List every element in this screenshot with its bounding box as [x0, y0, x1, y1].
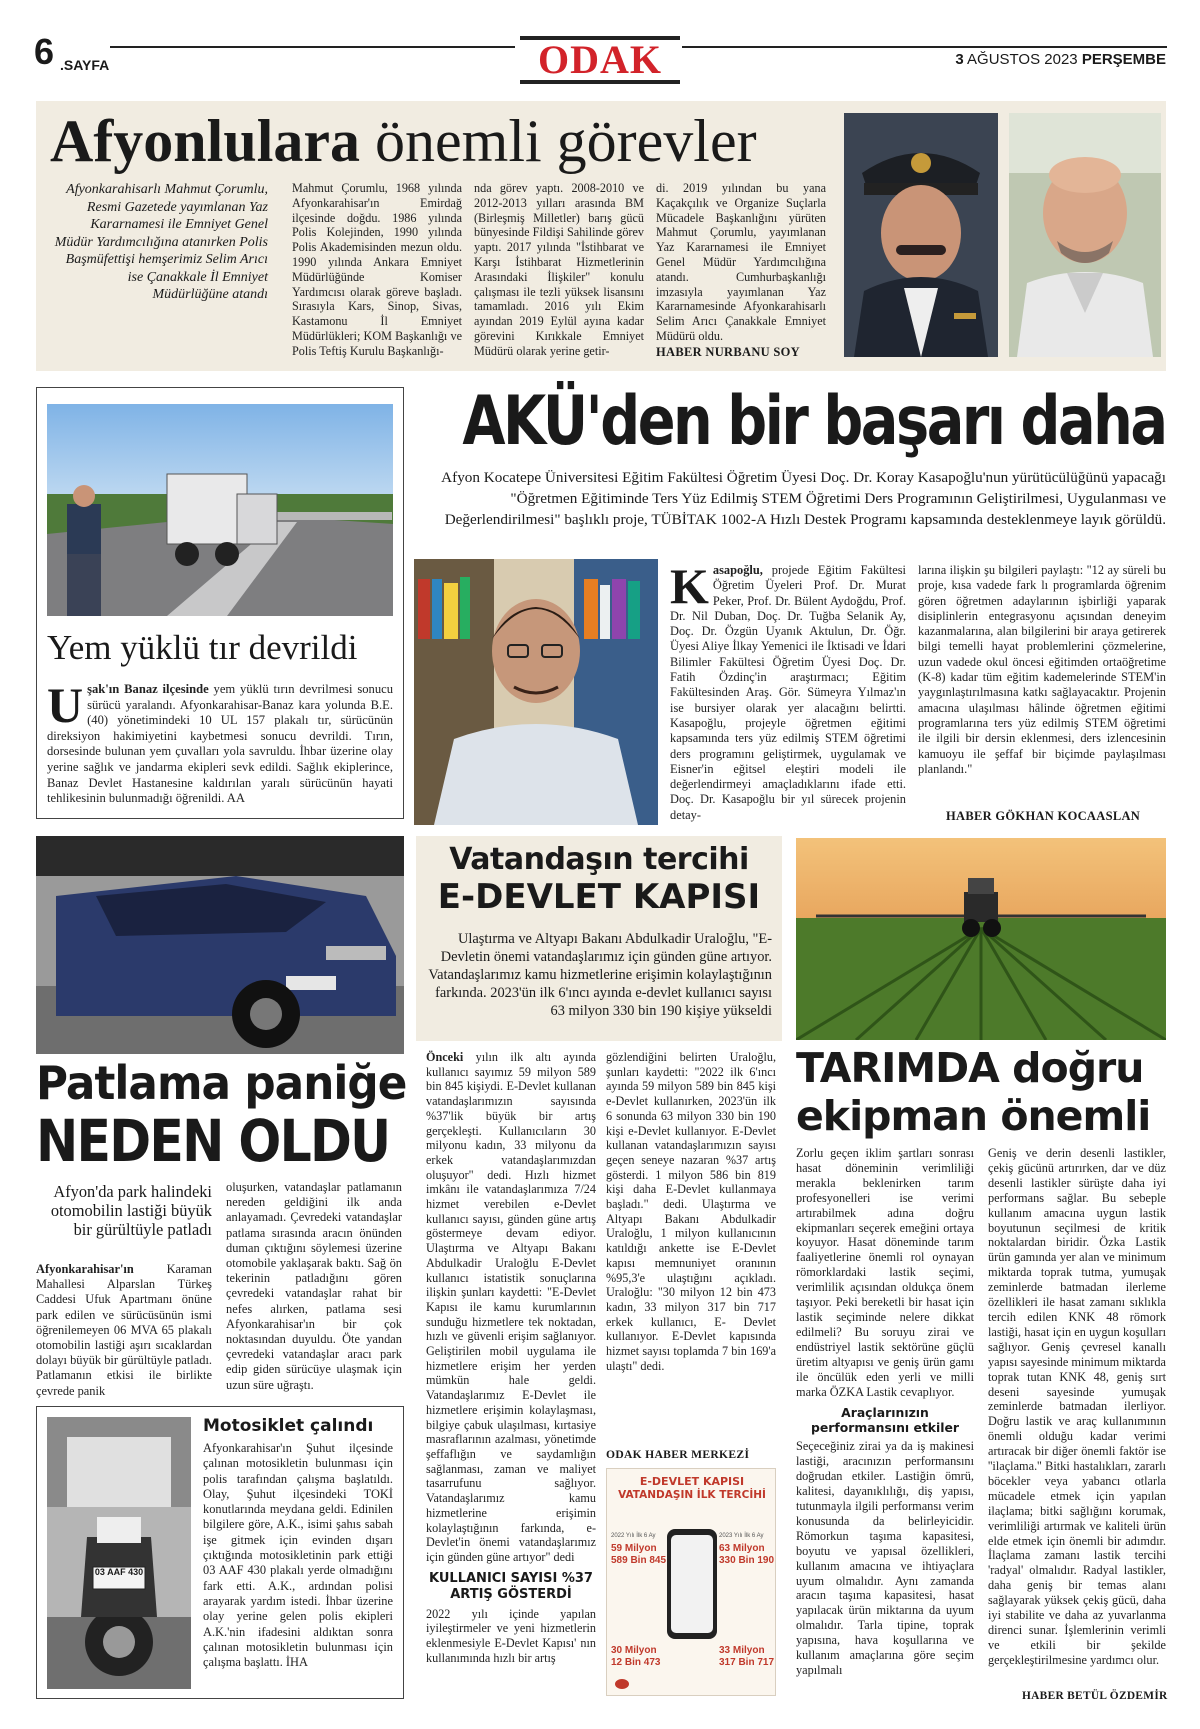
infographic-left-label: 2022 Yılı İlk 6 Ay	[611, 1533, 656, 1539]
edevlet-title-line2: E-DEVLET KAPISI	[437, 877, 761, 917]
article-farming-col1	[796, 1146, 974, 1678]
truck-text: yem yüklü tırın devrilmesi sonucu sürücü yaralandı. Afyonkarahisar-Banaz kara yolunda B.E. (40) yönetimindeki 10 UL 157 plakalı tır, sürücünün direksiyon hakimiyetini kaybetmesi sonucu devrildi. Tırın, dorsesinde bulunan yem çuvalları yola savruldu. İhbar üzerine olay yerine sağlık ve jandarma ekipleri sevk edildi. Sağlık ekiplerince, Banaz Devlet Hastanesine kaldırılan yaralı sürücünün hayati tehlikesinin bulunmadığı öğrenildi. AA	[47, 682, 394, 806]
article-appointments-byline: HABER NURBANU SOY	[656, 345, 801, 359]
article-aku-title: AKÜ'den bir başarı daha	[462, 382, 1166, 461]
infographic-bottom-right2: 317 Bin 717	[719, 1657, 775, 1668]
infographic-bottom-left1: 30 Milyon	[611, 1645, 657, 1656]
article-edevlet-lead: Ulaştırma ve Altyapı Bakanı Abdulkadir Uraloğlu, "E-Devletin önemi vatandaşlarımız için günden güne artıyor. Vatandaşlarımız kamu hizmetlerine erişimin kolaylaştığının farkında. 2023'ün ilk 6'ıncı ayında e-devlet kullanıcı sayısı 63 milyon 330 bin 190 kişiye yükseldi	[428, 931, 772, 1019]
issue-date	[955, 51, 1166, 69]
article-appointments	[36, 101, 1166, 371]
infographic-bottom-right1: 33 Milyon	[719, 1645, 765, 1656]
photo-bald-man-portrait	[1009, 113, 1161, 357]
officer-illustration	[844, 113, 998, 357]
car-illustration	[36, 836, 404, 1054]
title-bold: Afyonlulara	[50, 108, 361, 174]
article-aku-col1	[670, 558, 906, 823]
page-word: .SAYFA	[60, 57, 110, 73]
tire-title-line2: NEDEN OLDU	[36, 1107, 390, 1175]
article-truck-title: Yem yüklü tır devrildi	[47, 628, 358, 667]
article-appointments-col1: Mahmut Çorumlu, 1968 yılında Afyonkarahisar'ın Emirdağ ilçesinde doğdu. 1986 yılında Polis Kolejinden, 1990 yılında Polis Akademisinden mezun oldu. 1990 yılında Ankara Emniyet Müdürlüğünde Komiser Yardımcısı olarak göreve başladı. Sırasıyla Kars, Sinop, Sivas, Kastamonu İl Emniyet Müdürlükleri; KOM Başkanlığı ve Polis Teftiş Kurulu Başkanlığı-	[292, 181, 462, 358]
farming-col1b-text: Seçeceğiniz zirai ya da iş makinesi lastiği, aracınızın performansını doğrudan etkiler. Lastiğin ömrü, kalitesi, dayanıklılığı, diş yapısı, tutunmayla ilgili performansı verim konusunda da belirleyicidir. Römorkun taşıma kapasitesi, boyutu ve yapısal özellikleri, kullanım amacına ve ihtiyaçlara uyum olmalıdır. Aynı zamanda aracın taşıma kapasitesi, hasat yapılacak ürün miktarına da uyum olmalıdır. Tarla tipine, toprak yapısına, hava koşullarına ve kullanım amaçlarına göre seçim yapılmalı	[796, 1439, 974, 1677]
article-appointments-lead: Afyonkarahisarlı Mahmut Çorumlu, Resmi Gazetede yayımlanan Yaz Kararnamesi ile Emniyet Genel Müdür Yardımcılığına atanırken Polis Başmüfettişi hemşerimiz Selim Arıcı ise Çanakkale İl Emniyet Müdürlüğüne atandı	[54, 182, 268, 302]
motorcycle-plate: 03 AAF 430	[94, 1567, 144, 1577]
article-farming-title	[796, 1044, 1166, 1140]
infographic-logo-mark	[615, 1679, 629, 1689]
dropcap-u: U	[47, 677, 84, 733]
article-farming-byline: HABER BETÜL ÖZDEMİR	[1022, 1690, 1168, 1702]
header-rule-right	[682, 46, 1167, 48]
article-motorcycle	[36, 1406, 404, 1699]
photo-tractor-field	[796, 838, 1166, 1040]
page-header	[0, 0, 1200, 90]
infographic-left-value1: 59 Milyon	[611, 1543, 657, 1554]
article-appointments-col2: nda görev yaptı. 2008-2010 ve 2012-2013 yılları arasında BM (Birleşmiş Milletler) barış gücü bünyesinde Fildişi Sahilinde görev yaptı. 2017 yılında "İstihbarat ve Karşı İstihbarat Hizmetlerinin Arasındaki İlişkiler" konulu çalışması ile tezli yüksek lisansını tamamladı. 2016 yılı Ekim ayından 2019 Eylül ayına kadar görevini Kırıkkale Emniyet Müdürü olarak yerine getir-	[474, 181, 644, 358]
edevlet-subhead: KULLANICI SAYISI %37 ARTIŞ GÖSTERDİ	[429, 1570, 593, 1602]
photo-burst-tire-car	[36, 836, 404, 1054]
page-word-text: SAYFA	[63, 57, 110, 73]
article-tire-col1	[36, 1262, 212, 1399]
article-motorcycle-body: Afyonkarahisar'ın Şuhut ilçesinde çalınan motosikletin bulunması için polis tarafından çalışma başlatıldı. Olay, Şuhut ilçesindeki TOKİ konutlarında meydana geldi. Edinilen bilgilere göre, A.K., isimi şahıs sabah işe gitmek için evinden dışarı çıktığında motosikletinin park ettiği 03 AAF 430 plakalı yerde olmadığını fark etti. A.K., ardından polisi arayarak yardım istedi. İhbar üzerine olay yerine gelen polis ekipleri A.K.'nin ifadesini aldıktan sonra çalınan motosikletin bulunması için çalışma başlattı. İHA	[203, 1441, 393, 1670]
aku-col1-bold: asapoğlu,	[712, 563, 763, 577]
article-edevlet-col2: gözlendiğini belirten Uraloğlu, şunları kaydetti: "2022 ilk 6'ıncı ayında 59 milyon 589 bin 845 kişi e-Devlet kullanırken, 2023'ün ilk 6 sonunda 63 milyon 330 bin 190 kişi e-Devlet kullanıyor. E-Devlet kullanan vatandaşlarımızın sayısı geçen seneye nazaran %37 artış gösterdi. 1 milyon 586 bin 819 kişi daha E-Devlet kullanmaya başladı." dedi. Ulaştırma ve Altyapı Bakanı Abdulkadir Uraloğlu, 1 milyon kullanıcının katıldığı ankette ise E-Devlet kapısı memnuniyet oranının %95,3'e ulaştığını açıkladı. Uraloğlu: "30 milyon 12 bin 473 kadın, 33 milyon 317 bin 717 erkek kullanıcı, E- Devlet kullanıyor. E-Devlet kapısında hizmet sayısı toplamda 7 bin 169'a ulaştı" dedi.	[606, 1050, 776, 1373]
infographic-right-label: 2023 Yılı İlk 6 Ay	[719, 1533, 764, 1539]
tire-title-line1: Patlama paniğe	[36, 1056, 407, 1110]
article-appointments-col3: di. 2019 yılından bu yana Kaçakçılık ve Organize Suçlarla Mücadele Başkanlığını yürüten Mahmut Çorumlu, yayımlanan Yaz Kararnamesi ile Emniyet Genel Müdür Yardımcılığına atandı. Cumhurbaşkanlığı imzasıyla yayımlanan Yaz Kararnamesinde Afyonkarahisarlı Selim Arıcı Çanakkale Emniyet Müdürü oldu.	[656, 181, 826, 343]
photo-motorcycle	[47, 1417, 191, 1689]
header-rule-left	[110, 46, 515, 48]
edevlet-title-line1: Vatandaşın tercihi	[449, 842, 749, 877]
tire-col1-bold: Afyonkarahisar'ın	[36, 1262, 134, 1276]
article-truck-body	[47, 677, 394, 807]
infographic-right-value2: 330 Bin 190	[719, 1555, 775, 1566]
infographic-phone-screen	[671, 1535, 713, 1633]
academic-illustration	[414, 559, 658, 825]
infographic-left-value2: 589 Bin 845	[611, 1555, 667, 1566]
date-day: 3	[955, 51, 964, 68]
aku-col1-text: projede Eğitim Fakültesi Öğretim Üyeleri Prof. Dr. Murat Peker, Prof. Dr. Bülent Aydoğdu, Prof. Dr. Nil Duban, Doç. Dr. Tuğba Selanik Ay, Doç. Dr. Özgün Uyanık Aktulun, Dr. Öğr. Üyesi Aliye İlkay Yemenici ile İktisadi ve İdari Bilimler Fakültesi Öğretim Üyesi Doç. Dr. Fatih Özdinç'in araştırmacı; Eğitim Fakültesinden Araş. Gör. Sümeyra Yılmaz'ın ise bursiyer olarak yer alacağını belirtti. Kasapoğlu, projeyle öğretmen eğitimi kapsamında ters yüz edilmiş STEM öğretimi ders programını geliştirmek, uygulamak ve Eisner'in eğitsel eleştiri modeli ile değerlendirmeyi amaçladıklarını ifade etti. Doç. Dr. Kasapoğlu bir yıl sürecek projenin detay-	[670, 563, 906, 822]
article-aku-lead: Afyon Kocatepe Üniversitesi Eğitim Fakültesi Öğretim Üyesi Doç. Dr. Koray Kasapoğlu'nun yürütücülüğünü yapacağı "Öğretmen Eğitiminde Ters Yüz Edilmiş STEM Öğretimi Ders Programının Geliştirilmesi, Uygulanması ve Değerlendirilmesi" başlıklı proje, TÜBİTAK 1002-A Hızlı Destek Programı kapsamında desteklenmeye layık görüldü.	[441, 469, 1166, 528]
article-aku-col2: larına ilişkin şu bilgileri paylaştı: "12 ay süreli bu proje, kısa vadede fark lı programlarda öğrenim gören öğretmen adaylarının işbirliği yaparak disiplinlerin entegrasyonu açısından deneyim kazanmalarına, alan bilgilerini bir araya getirerek bilgi temelli hayat problemlerini çözmelerine, uzun vadede okul öncesi eğitimden ortaöğretime (K-8) kadar tüm eğitim kademelerinde STEM'in yaygınlaştırılmasına katkı sağlayacaktır. Projenin amacına ulaşılması hâlinde öğretmen eğitimi programlarına ters yüz edilmiş STEM öğretimi ile ilgili bir dersin eklenmesi, ders izlencesinin kamuoyu ile şeffaf bir biçimde paylaşılması planlandı."	[918, 563, 1166, 776]
logo: ODAK	[538, 37, 662, 82]
motorcycle-illustration	[47, 1417, 191, 1689]
truck-lead-bold: şak'ın Banaz ilçesinde	[87, 682, 209, 696]
infographic-title2: VATANDAŞIN İLK TERCİHİ	[618, 1489, 766, 1501]
bald-man-illustration	[1009, 113, 1161, 357]
page-number: 6	[34, 31, 55, 72]
article-aku	[414, 382, 1166, 827]
photo-overturned-truck	[47, 404, 393, 616]
tractor-illustration	[796, 838, 1166, 1040]
photo-koray-kasapoglu	[414, 559, 658, 825]
article-farming-col2: Geniş ve derin desenli lastikler, çekiş gücünü artırırken, dar ve düz desenli lastikler sürüşte daha iyi performans sağlar. Bu sebeple kullanım amacına uygun lastik boyutunun seçilmesi de kritik noktalardan biridir. Özka Lastik ürün gamında yer alan ve minimum miktarda toprak tutma, yumuşak zeminlerde batmadan ilerleme özellikleri ile hasat zamanı sıklıkla tercih edilen KNK 48 römork lastiği, hasat için en uygun koşulları sağlıyor. Geniş çevresel kanallı yapısı sayesinde minimum miktarda toprak tutan KNK 48, geniş sırt deseni sayesinde yumuşak zeminlerde batmadan ilerliyor. Doğru lastik ve araç kullanımının önemli olduğu kadar verimi artıracak bir diğer önemli faktör ise ''ilaçlama.'' Bitki hastalıkları, zararlı böcekler veya yabancı otlarla mücadele etmek için yapılan ilaçlama; bitki sağlığını korumak, verimliliği artırmak ve kaliteli ürün elde etmek için önemli bir adımdır. İlaçlama zamanı lastik tercihi 'radyal' olmalıdır. Radyal lastikler, daha geniş bir temas alanı sağlayarak yüksek çekiş gücü, daha iyi stabilite ve daha az yuvarlanma direnci sunar. İşlemlerinin verimli ve etkili bir şekilde gerçekleştirilmesine yardımcı olur.	[988, 1146, 1166, 1667]
article-tire-col2: oluşurken, vatandaşlar patlamanın nereden geldiğini ilk anda anlayamadı. Çevredeki vatandaşlar patlama sırasında aracın önünden duman çıktığını söylemesi üzerine otomobile yaklaşarak baktı. Sağ ön tekerinin patladığını gören çevredeki vatandaşlar rahat bir nefes alırken, patlama sesi Afyonkarahisar'ın bir çok noktasından duyuldu. Öte yandan çevredeki vatandaşlar aracı park edip giden sürücüye ulaşmak için uzun süre uğraştı.	[226, 1180, 402, 1392]
article-edevlet-title	[416, 842, 782, 916]
edevlet-col1-end: 2022 yılı içinde yapılan iyileştirmeler ve yeni hizmetlerin eklenmesiyle E-Devlet Kapısı' nın kullanımında hızlı bir artış	[426, 1606, 596, 1665]
dropcap-k: K	[670, 558, 709, 614]
infographic-right-value1: 63 Milyon	[719, 1543, 765, 1554]
article-edevlet	[416, 836, 782, 1699]
article-truck	[36, 387, 404, 819]
article-aku-byline: HABER GÖKHAN KOCAASLAN	[946, 809, 1141, 823]
photo-officer-portrait	[844, 113, 998, 357]
date-weekday: PERŞEMBE	[1081, 51, 1166, 68]
article-motorcycle-title: Motosiklet çalındı	[203, 1416, 374, 1436]
edevlet-infographic	[606, 1468, 776, 1696]
farming-title-line1: TARIMDA doğru	[796, 1044, 1144, 1092]
title-rest: önemli görevler	[375, 108, 757, 174]
infographic-title1: E-DEVLET KAPISI	[639, 1475, 745, 1488]
date-month-year: AĞUSTOS 2023	[967, 51, 1078, 68]
infographic-bottom-left2: 12 Bin 473	[611, 1657, 661, 1668]
edevlet-col1-text: yılın ilk altı ayında kullanıcı sayımız 59 milyon 589 bin 845 kişiydi. E-Devlet kullanan vatandaşlarımızın sayısında %37'lik büyük bir artış gerçekleşti. Kullanıcıların 30 milyonu kadın, 33 milyonu da erkek vatandaşlarımızdan oluşuyor" dedi. Hızlı hizmet imkânı ile vatandaşlarımıza 7/24 hizmet verebilen e-Devlet kullanıcı sayısı, günden güne artış göstermeye devam ediyor. Ulaştırma ve Altyapı Bakanı Abdulkadir Uraloğlu E-Devlet kullanıcı istatistik sonuçlarına ilişkin şunları kaydetti: "E-Devlet Kapısı ile kamu kurumlarının sunduğu hizmetlere tek noktadan, hızlı ve güvenli erişim sağlanıyor. Geliştirilen mobil uygulama ile hizmetlere erişim her yerden mümkün hale geldi. Vatandaşlarımız E-Devlet ile hizmetlere erişimin kolaylaşması, bilgiye çabuk ulaşılması, kırtasiye masraflarının azalması, yönetimde şeffaflığın ve saydamlığın sağlanması, zaman ve maliyet tasarrufunu sağlıyor. Vatandaşlarımız kamu hizmetlerine erişimin kolaylaştığının farkında, e-Devlet'in önemi vatandaşlarımız için günden güne artıyor" dedi	[426, 1050, 596, 1564]
edevlet-col1-bold: Önceki	[426, 1050, 464, 1064]
article-tire-lead: Afyon'da park halindeki otomobilin lastiği büyük bir gürültüyle patladı	[50, 1182, 212, 1239]
article-edevlet-col1	[426, 1050, 596, 1665]
article-edevlet-byline: ODAK HABER MERKEZİ	[606, 1448, 750, 1461]
farming-col1-text: Zorlu geçen iklim şartları sonrası hasat döneminin verimliliği merakla beklenirken tarım profesyonelleri ise verimi artırabilmek adına doğru ekipmanları seçerek emeğini ortaya koyuyor. Hasat döneminde tarım faaliyetlerine önemli rol oynayan römorklardaki lastik seçimi, verimlilik açısından oldukça önem taşıyor. Peki bereketli bir hasat için lastik seçiminde nelere dikkat edilmeli? Bu soruyu zirai ve endüstriyel lastik sektörüne güçlü üretim altyapısı ve geniş ürün gamı ile öncülük eden yerli ve milli marka ÖZKA Lastik cevaplıyor.	[796, 1146, 974, 1399]
farming-title-line2: ekipman önemli	[796, 1092, 1151, 1140]
truck-illustration	[47, 404, 393, 616]
tire-col1-text: Karaman Mahallesi Alparslan Türkeş Caddesi Ufuk Apartmanı önüne park edilen ve sürücüsünün ismi öğrenilemeyen 06 MVA 65 plakalı otomobilin lastiği aşırı sıcaklardan dolayı büyük bir gürültüyle patladı. Patlamanın etkisi ile birlikte çevrede panik	[36, 1262, 212, 1398]
article-appointments-title	[50, 105, 757, 177]
farming-subhead: Araçlarınızın performansını etkiler	[810, 1405, 960, 1436]
article-tire-title	[36, 1056, 407, 1175]
